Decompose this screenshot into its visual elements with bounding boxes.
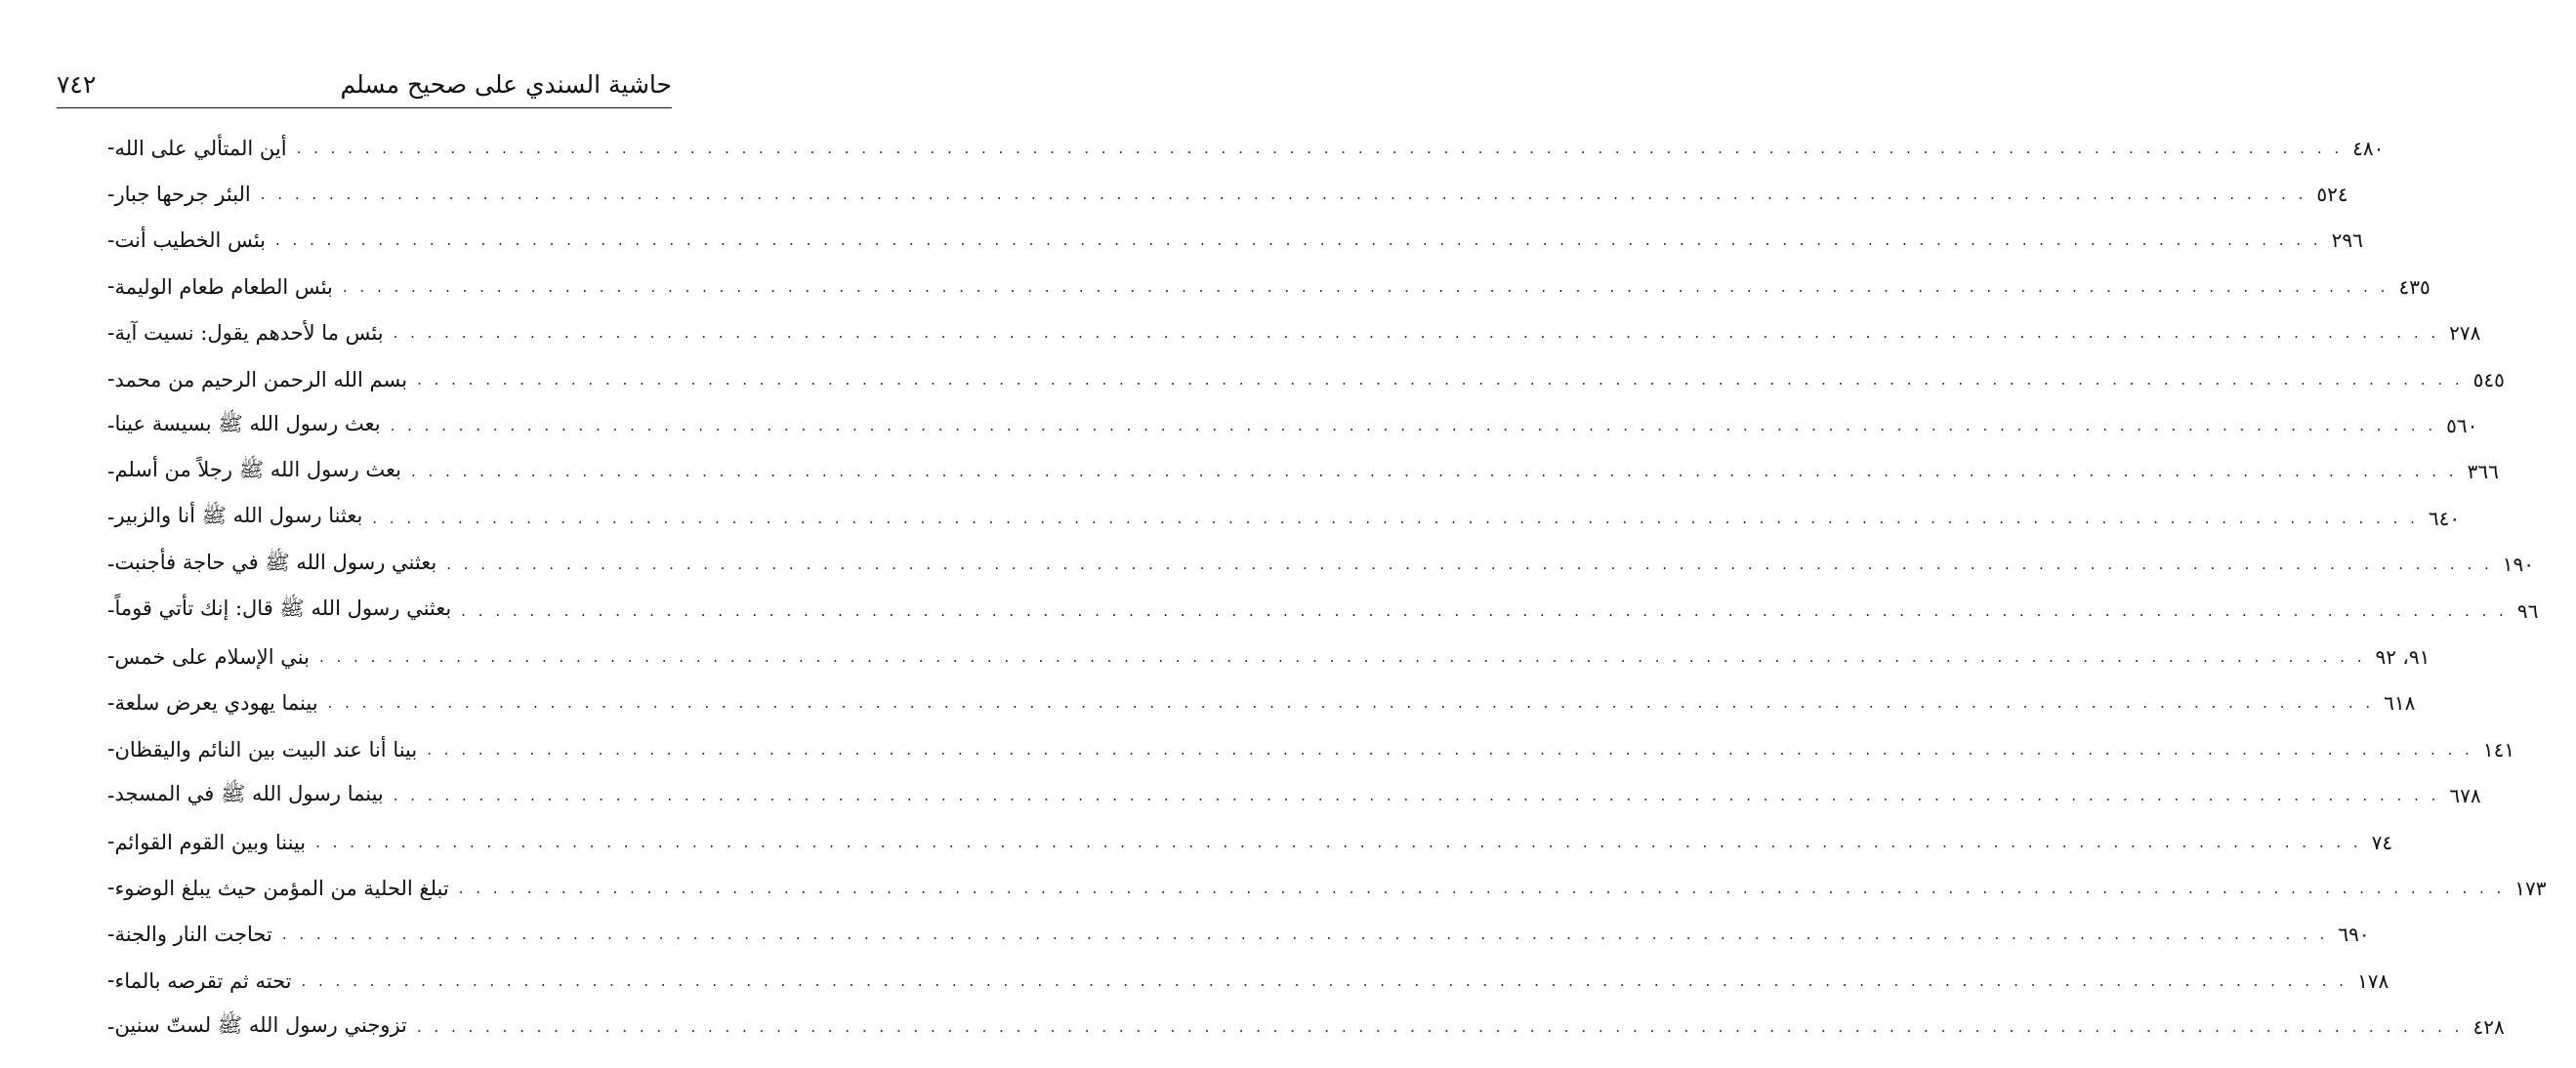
entry-page-number: ٤٢٨: [2472, 1015, 2505, 1040]
entry-page-number: ١٤١: [2482, 737, 2515, 761]
index-entry: [98, 912, 2370, 958]
entry-page-number: ٢٧٨: [2449, 321, 2481, 346]
dot-leader: . . . . . . . . . . . . . . . . . . . . . . . . . . . . . . . . . . . . . . . . . . . . . . . . . . . . . . . . . . . . . . . . . . . . . . . . . . . . . . . . . . . . . . . . . . . . . . . . . . . . . . . . . . . . . . . . . . . . . . . .: [416, 1018, 2464, 1037]
entry-title: بعثنا رسول الله ﷺ أنا والزبير: [114, 504, 363, 528]
dot-leader: . . . . . . . . . . . . . . . . . . . . . . . . . . . . . . . . . . . . . . . . . . . . . . . . . . . . . . . . . . . . . . . . . . . . . . . . . . . . . . . . . . . . . . . . . . . . . . . . . . . . . . . . . . . . . . . . . . . . . . . .: [390, 417, 2437, 435]
dot-leader: . . . . . . . . . . . . . . . . . . . . . . . . . . . . . . . . . . . . . . . . . . . . . . . . . . . . . . . . . . . . . . . . . . . . . . . . . . . . . . . . . . . . . . . . . . . . . . . . . . . . . . . . . . . . . . . . . . . . . . . .: [417, 370, 2464, 389]
dot-leader: . . . . . . . . . . . . . . . . . . . . . . . . . . . . . . . . . . . . . . . . . . . . . . . . . . . . . . . . . . . . . . . . . . . . . . . . . . . . . . . . . . . . . . . . . . . . . . . . . . . . . . . . . . . . . . . . . . . . . . . .: [411, 463, 2458, 481]
dot-leader: . . . . . . . . . . . . . . . . . . . . . . . . . . . . . . . . . . . . . . . . . . . . . . . . . . . . . . . . . . . . . . . . . . . . . . . . . . . . . . . . . . . . . . . . . . . . . . . . . . . . . . . . . . . . . . . . . . . . . . . .: [393, 787, 2440, 805]
entry-page-number: ٢٩٦: [2331, 228, 2363, 253]
entry-title: بئس الطعام طعام الوليمة: [114, 274, 333, 299]
index-entry: [98, 310, 2481, 356]
index-entry: [98, 726, 2515, 772]
entry-dash: -: [107, 644, 115, 670]
entry-dash: -: [107, 506, 115, 531]
entry-page-number: ١٧٨: [2357, 968, 2389, 993]
dot-leader: . . . . . . . . . . . . . . . . . . . . . . . . . . . . . . . . . . . . . . . . . . . . . . . . . . . . . . . . . . . . . . . . . . . . . . . . . . . . . . . . . . . . . . . . . . . . . . . . . . . . . . . . . . . . . . . . . . . . . . . .: [446, 555, 2493, 574]
entry-page-number: ٤٣٥: [2398, 274, 2431, 299]
entry-title: بينما يهودي يعرض سلعة: [114, 691, 318, 716]
hadith-index-list: [98, 125, 2547, 1050]
entry-page-number: ٥٢٤: [2316, 183, 2348, 207]
index-entry: [98, 402, 2478, 448]
entry-dash: -: [107, 922, 115, 947]
index-entry: [98, 865, 2547, 911]
index-entry: [98, 588, 2539, 634]
dot-leader: . . . . . . . . . . . . . . . . . . . . . . . . . . . . . . . . . . . . . . . . . . . . . . . . . . . . . . . . . . . . . . . . . . . . . . . . . . . . . . . . . . . . . . . . . . . . . . . . . . . . . . . . . . . . . . . . . . . . . . . .: [281, 925, 2329, 944]
entry-title: بعث رسول الله ﷺ بسيسة عينا: [114, 411, 381, 435]
entry-title: بني الإسلام على خمس: [114, 644, 310, 669]
entry-title: بينا أنا عند البيت بين النائم واليقظان: [114, 737, 418, 761]
index-entry: [98, 171, 2348, 217]
entry-page-number: ١٧٣: [2514, 876, 2547, 900]
entry-dash: -: [107, 182, 115, 207]
index-entry: [98, 125, 2385, 171]
index-entry: [98, 264, 2431, 309]
entry-dash: -: [107, 1014, 115, 1040]
entry-page-number: ٧٤: [2371, 830, 2393, 854]
entry-dash: -: [107, 136, 115, 161]
entry-page-number: ١٩٠: [2502, 553, 2534, 577]
entry-dash: -: [107, 320, 115, 346]
entry-page-number: ٦١٨: [2384, 691, 2416, 716]
entry-title: بئس الخطيب أنت: [114, 228, 267, 253]
dot-leader: . . . . . . . . . . . . . . . . . . . . . . . . . . . . . . . . . . . . . . . . . . . . . . . . . . . . . . . . . . . . . . . . . . . . . . . . . . . . . . . . . . . . . . . . . . . . . . . . . . . . . . . . . . . . . . . . . . . . . . . .: [427, 740, 2473, 759]
index-entry: [98, 495, 2461, 541]
dot-leader: . . . . . . . . . . . . . . . . . . . . . . . . . . . . . . . . . . . . . . . . . . . . . . . . . . . . . . . . . . . . . . . . . . . . . . . . . . . . . . . . . . . . . . . . . . . . . . . . . . . . . . . . . . . . . . . . . . . . . . . .: [318, 647, 2366, 666]
entry-page-number: ٩٦: [2516, 598, 2539, 623]
entry-dash: -: [107, 413, 115, 438]
dot-leader: . . . . . . . . . . . . . . . . . . . . . . . . . . . . . . . . . . . . . . . . . . . . . . . . . . . . . . . . . . . . . . . . . . . . . . . . . . . . . . . . . . . . . . . . . . . . . . . . . . . . . . . . . . . . . . . . . . . . . . . .: [461, 601, 2508, 620]
entry-dash: -: [107, 459, 115, 484]
entry-dash: -: [107, 227, 115, 253]
index-entry: [98, 680, 2416, 726]
entry-title: أين المتألي على الله: [114, 136, 287, 160]
entry-dash: -: [107, 968, 115, 994]
dot-leader: . . . . . . . . . . . . . . . . . . . . . . . . . . . . . . . . . . . . . . . . . . . . . . . . . . . . . . . . . . . . . . . . . . . . . . . . . . . . . . . . . . . . . . . . . . . . . . . . . . . . . . . . . . . . . . . . . . . . . . . .: [342, 277, 2389, 296]
entry-dash: -: [107, 876, 115, 901]
running-title: حاشية السندي على صحيح مسلم: [340, 70, 672, 99]
index-entry: [98, 819, 2393, 865]
index-entry: [98, 1004, 2505, 1049]
entry-dash: -: [107, 737, 115, 762]
entry-title: بعث رسول الله ﷺ رجلاً من أسلم: [114, 457, 401, 481]
index-entry: [98, 218, 2363, 264]
index-entry: [98, 449, 2499, 495]
entry-title: تحاجت النار والجنة: [114, 923, 272, 947]
dot-leader: . . . . . . . . . . . . . . . . . . . . . . . . . . . . . . . . . . . . . . . . . . . . . . . . . . . . . . . . . . . . . . . . . . . . . . . . . . . . . . . . . . . . . . . . . . . . . . . . . . . . . . . . . . . . . . . . . . . . . . . .: [260, 185, 2307, 204]
dot-leader: . . . . . . . . . . . . . . . . . . . . . . . . . . . . . . . . . . . . . . . . . . . . . . . . . . . . . . . . . . . . . . . . . . . . . . . . . . . . . . . . . . . . . . . . . . . . . . . . . . . . . . . . . . . . . . . . . . . . . . . .: [458, 879, 2506, 897]
entry-page-number: ٣٦٦: [2467, 460, 2499, 484]
entry-page-number: ٥٦٠: [2446, 414, 2478, 438]
index-entry: [98, 958, 2389, 1004]
page-number: ٧٤٢: [57, 70, 97, 99]
entry-title: بعثني رسول الله ﷺ قال: إنك تأتي قوماً: [114, 596, 452, 621]
entry-page-number: ٩١، ٩٢: [2375, 644, 2431, 669]
entry-title: تبلغ الحلية من المؤمن حيث يبلغ الوضوء: [114, 876, 449, 900]
entry-dash: -: [107, 367, 115, 392]
entry-title: بيننا وبين القوم القوائم: [114, 830, 307, 854]
entry-page-number: ٥٤٥: [2472, 367, 2505, 391]
entry-dash: -: [107, 690, 115, 716]
entry-title: تزوجني رسول الله ﷺ لستّ سنين: [114, 1012, 407, 1037]
entry-title: تحته ثم تقرصه بالماء: [114, 968, 292, 993]
dot-leader: . . . . . . . . . . . . . . . . . . . . . . . . . . . . . . . . . . . . . . . . . . . . . . . . . . . . . . . . . . . . . . . . . . . . . . . . . . . . . . . . . . . . . . . . . . . . . . . . . . . . . . . . . . . . . . . . . . . . . . . .: [372, 509, 2419, 527]
dot-leader: . . . . . . . . . . . . . . . . . . . . . . . . . . . . . . . . . . . . . . . . . . . . . . . . . . . . . . . . . . . . . . . . . . . . . . . . . . . . . . . . . . . . . . . . . . . . . . . . . . . . . . . . . . . . . . . . . . . . . . . .: [296, 139, 2344, 157]
entry-page-number: ٦٤٠: [2428, 506, 2461, 530]
dot-leader: . . . . . . . . . . . . . . . . . . . . . . . . . . . . . . . . . . . . . . . . . . . . . . . . . . . . . . . . . . . . . . . . . . . . . . . . . . . . . . . . . . . . . . . . . . . . . . . . . . . . . . . . . . . . . . . . . . . . . . . .: [327, 694, 2375, 713]
entry-title: البئر جرحها جبار: [114, 183, 251, 207]
dot-leader: . . . . . . . . . . . . . . . . . . . . . . . . . . . . . . . . . . . . . . . . . . . . . . . . . . . . . . . . . . . . . . . . . . . . . . . . . . . . . . . . . . . . . . . . . . . . . . . . . . . . . . . . . . . . . . . . . . . . . . . .: [393, 324, 2440, 343]
entry-title: بئس ما لأحدهم يقول: نسيت آية: [114, 321, 384, 346]
entry-dash: -: [107, 274, 115, 300]
entry-page-number: ٤٨٠: [2352, 136, 2385, 160]
index-entry: [98, 772, 2481, 818]
index-entry: [98, 356, 2505, 402]
entry-dash: -: [107, 598, 115, 624]
dot-leader: . . . . . . . . . . . . . . . . . . . . . . . . . . . . . . . . . . . . . . . . . . . . . . . . . . . . . . . . . . . . . . . . . . . . . . . . . . . . . . . . . . . . . . . . . . . . . . . . . . . . . . . . . . . . . . . . . . . . . . . .: [275, 231, 2322, 250]
entry-title: بسم الله الرحمن الرحيم من محمد: [114, 367, 408, 391]
dot-leader: . . . . . . . . . . . . . . . . . . . . . . . . . . . . . . . . . . . . . . . . . . . . . . . . . . . . . . . . . . . . . . . . . . . . . . . . . . . . . . . . . . . . . . . . . . . . . . . . . . . . . . . . . . . . . . . . . . . . . . . .: [301, 971, 2348, 990]
header-rule: [57, 107, 672, 108]
entry-title: بينما رسول الله ﷺ في المسجد: [114, 781, 384, 805]
index-entry: [98, 634, 2431, 679]
entry-dash: -: [107, 552, 115, 577]
page-header: [57, 66, 672, 109]
index-entry: [98, 542, 2534, 588]
entry-page-number: ٦٩٠: [2338, 923, 2370, 947]
entry-page-number: ٦٧٨: [2449, 784, 2481, 808]
entry-dash: -: [107, 783, 115, 808]
dot-leader: . . . . . . . . . . . . . . . . . . . . . . . . . . . . . . . . . . . . . . . . . . . . . . . . . . . . . . . . . . . . . . . . . . . . . . . . . . . . . . . . . . . . . . . . . . . . . . . . . . . . . . . . . . . . . . . . . . . . . . . .: [315, 833, 2362, 851]
entry-dash: -: [107, 830, 115, 855]
entry-title: بعثني رسول الله ﷺ في حاجة فأجنبت: [114, 550, 437, 574]
